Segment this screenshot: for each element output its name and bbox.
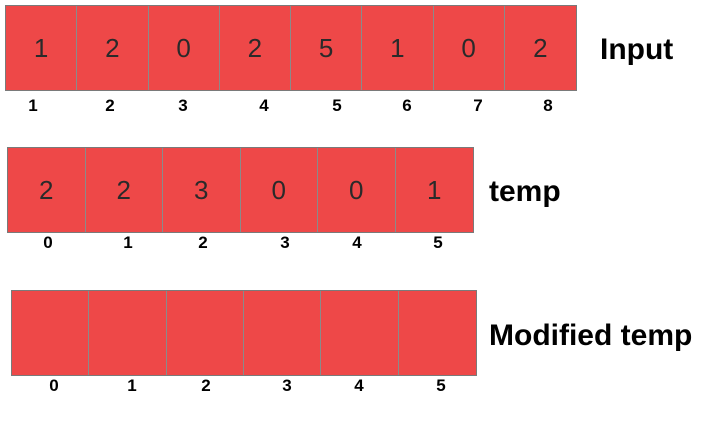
input-index: 7 [473, 96, 483, 115]
modified-temp-array [11, 290, 477, 376]
temp-cell: 2 [86, 148, 164, 232]
input-cell: 0 [434, 6, 505, 90]
temp-array [7, 147, 474, 233]
input-cell: 2 [220, 6, 291, 90]
modified-temp-cell [399, 291, 476, 375]
modified-temp-index: 0 [49, 376, 59, 395]
input-cell: 2 [505, 6, 576, 90]
modified-temp-cell [12, 291, 89, 375]
temp-cell: 1 [396, 148, 474, 232]
input-index: 6 [402, 96, 412, 115]
input-index: 3 [178, 96, 188, 115]
modified-temp-index: 3 [282, 376, 292, 395]
temp-cell: 0 [241, 148, 319, 232]
input-cell: 2 [77, 6, 148, 90]
modified-temp-cell [321, 291, 398, 375]
input-array [5, 5, 577, 91]
input-index: 2 [105, 96, 115, 115]
temp-label: temp [489, 175, 561, 208]
input-index: 5 [332, 96, 342, 115]
temp-cell: 3 [163, 148, 241, 232]
modified-temp-index: 2 [201, 376, 211, 395]
input-index: 1 [28, 96, 38, 115]
temp-index: 2 [198, 233, 208, 252]
input-cell: 0 [149, 6, 220, 90]
modified-temp-cell [89, 291, 166, 375]
modified-temp-index: 5 [436, 376, 446, 395]
input-label: Input [600, 33, 674, 66]
input-index: 4 [259, 96, 269, 115]
modified-temp-label: Modified temp [489, 319, 693, 352]
modified-temp-index: 1 [127, 376, 137, 395]
temp-cell: 0 [318, 148, 396, 232]
input-cell: 5 [291, 6, 362, 90]
temp-index: 4 [352, 233, 362, 252]
modified-temp-index: 4 [354, 376, 364, 395]
temp-index: 5 [433, 233, 443, 252]
input-cell: 1 [6, 6, 77, 90]
temp-index: 0 [43, 233, 53, 252]
temp-index: 3 [280, 233, 290, 252]
modified-temp-cell [244, 291, 321, 375]
temp-index: 1 [123, 233, 133, 252]
input-index: 8 [543, 96, 553, 115]
temp-cell: 2 [8, 148, 86, 232]
modified-temp-cell [167, 291, 244, 375]
input-cell: 1 [362, 6, 433, 90]
